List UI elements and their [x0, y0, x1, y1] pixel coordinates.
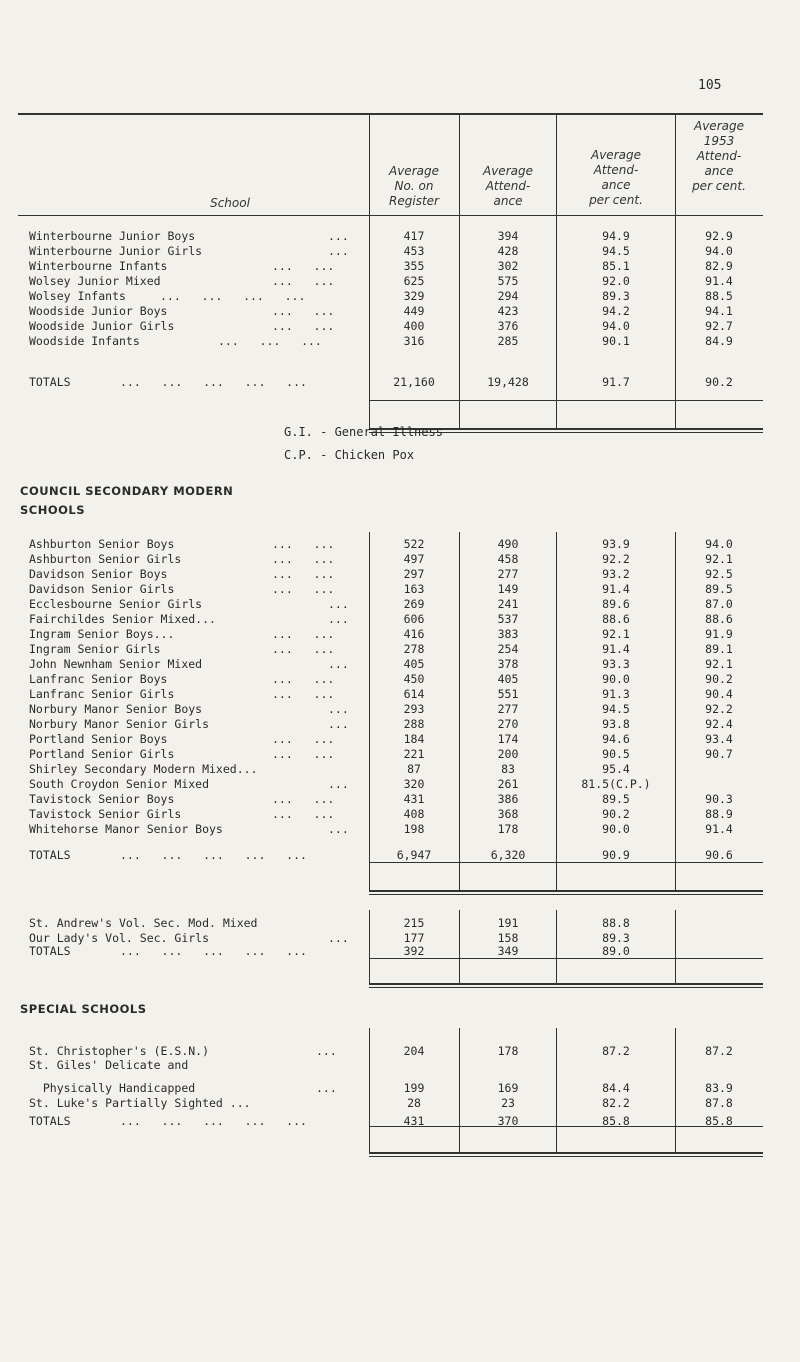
header-bottom-rule — [18, 215, 763, 216]
table-row: Lanfranc Senior Girls ... ... 614 551 91.3 90.4 — [29, 687, 733, 701]
table-row: Physically Handicapped ... 199 169 84.4 83.9 — [29, 1081, 733, 1095]
totals-double-rule — [369, 1156, 763, 1157]
table-row: St. Luke's Partially Sighted ... 28 23 82.2 87.8 — [29, 1096, 733, 1110]
totals-double-rule — [369, 983, 763, 985]
section-title-schools: SCHOOLS — [20, 503, 86, 517]
section-title-special-schools: SPECIAL SCHOOLS — [20, 1002, 147, 1016]
table-row: Fairchildes Senior Mixed... ... 606 537 88.6 88.6 — [29, 612, 733, 626]
table-row: Shirley Secondary Modern Mixed... 87 83 95.4 — [29, 762, 630, 776]
totals-double-rule — [369, 890, 763, 892]
header-top-rule — [18, 113, 763, 115]
table-row: Davidson Senior Boys ... ... 297 277 93.2 92.5 — [29, 567, 733, 581]
totals-row: TOTALS ... ... ... ... ... 21,160 19,428 91.7 90.2 — [29, 375, 733, 389]
totals-double-rule — [369, 894, 763, 895]
table-row: St. Andrew's Vol. Sec. Mod. Mixed 215 191 88.8 — [29, 916, 630, 930]
header-percent-1953: Average 1953 Attend- ance per cent. — [692, 119, 746, 193]
table-row: Ingram Senior Girls ... ... 278 254 91.4 89.1 — [29, 642, 733, 656]
table-row: Ecclesbourne Senior Girls ... 269 241 89.6 87.0 — [29, 597, 733, 611]
table-row: Our Lady's Vol. Sec. Girls ... 177 158 89.3 — [29, 931, 630, 945]
table-row: Lanfranc Senior Boys ... ... 450 405 90.0 90.2 — [29, 672, 733, 686]
table-row: St. Christopher's (E.S.N.) ... 204 178 87.2 87.2 — [29, 1044, 733, 1058]
table-row: Woodside Infants ... ... ... 316 285 90.1 84.9 — [29, 334, 733, 348]
totals-row: TOTALS ... ... ... ... ... 431 370 85.8 85.8 — [29, 1114, 733, 1128]
legend-general-illness: G.I. - General Illness — [284, 425, 443, 439]
table-row: Winterbourne Junior Boys ... 417 394 94.9 92.9 — [29, 229, 733, 243]
totals-rule — [369, 400, 763, 401]
table-row: Woodside Junior Boys ... ... 449 423 94.2 94.1 — [29, 304, 733, 318]
table-row: Ashburton Senior Boys ... ... 522 490 93.9 94.0 — [29, 537, 733, 551]
page-number: 105 — [698, 78, 722, 93]
header-attendance: Average Attend- ance — [483, 164, 533, 208]
table-row: St. Giles' Delicate and — [29, 1058, 189, 1072]
table-row: Tavistock Senior Boys ... ... 431 386 89.5 90.3 — [29, 792, 733, 806]
totals-row: TOTALS ... ... ... ... ... 392 349 89.0 — [29, 944, 630, 958]
table-row: Ashburton Senior Girls ... ... 497 458 92.2 92.1 — [29, 552, 733, 566]
table-row: Norbury Manor Senior Boys ... 293 277 94.5 92.2 — [29, 702, 733, 716]
header-percent: Average Attend- ance per cent. — [589, 148, 643, 207]
table-row: Wolsey Infants ... ... ... ... 329 294 89.3 88.5 — [29, 289, 733, 303]
section-title-secondary-modern: COUNCIL SECONDARY MODERN — [20, 484, 234, 498]
totals-double-rule — [369, 987, 763, 988]
table-row: Woodside Junior Girls ... ... 400 376 94.0 92.7 — [29, 319, 733, 333]
totals-row: TOTALS ... ... ... ... ... 6,947 6,320 90.9 90.6 — [29, 848, 733, 862]
table-row: Portland Senior Boys ... ... 184 174 94.6 93.4 — [29, 732, 733, 746]
table-row: Tavistock Senior Girls ... ... 408 368 90.2 88.9 — [29, 807, 733, 821]
table-row: Davidson Senior Girls ... ... 163 149 91.4 89.5 — [29, 582, 733, 596]
table-row: John Newnham Senior Mixed ... 405 378 93.3 92.1 — [29, 657, 733, 671]
table-row: Portland Senior Girls ... ... 221 200 90.5 90.7 — [29, 747, 733, 761]
table-row: Winterbourne Junior Girls ... 453 428 94.5 94.0 — [29, 244, 733, 258]
table-row: Whitehorse Manor Senior Boys ... 198 178 90.0 91.4 — [29, 822, 733, 836]
totals-double-rule — [369, 1152, 763, 1154]
legend-chicken-pox: C.P. - Chicken Pox — [284, 448, 415, 462]
table-row: Ingram Senior Boys... ... ... 416 383 92.1 91.9 — [29, 627, 733, 641]
header-register: Average No. on Register — [389, 164, 439, 208]
table-row: Wolsey Junior Mixed ... ... 625 575 92.0 91.4 — [29, 274, 733, 288]
table-row: Norbury Manor Senior Girls ... 288 270 93.8 92.4 — [29, 717, 733, 731]
table-row: South Croydon Senior Mixed ... 320 261 81.5(C.P.) — [29, 777, 651, 791]
header-school: School — [210, 196, 250, 210]
table-row: Winterbourne Infants ... ... 355 302 85.1 82.9 — [29, 259, 733, 273]
